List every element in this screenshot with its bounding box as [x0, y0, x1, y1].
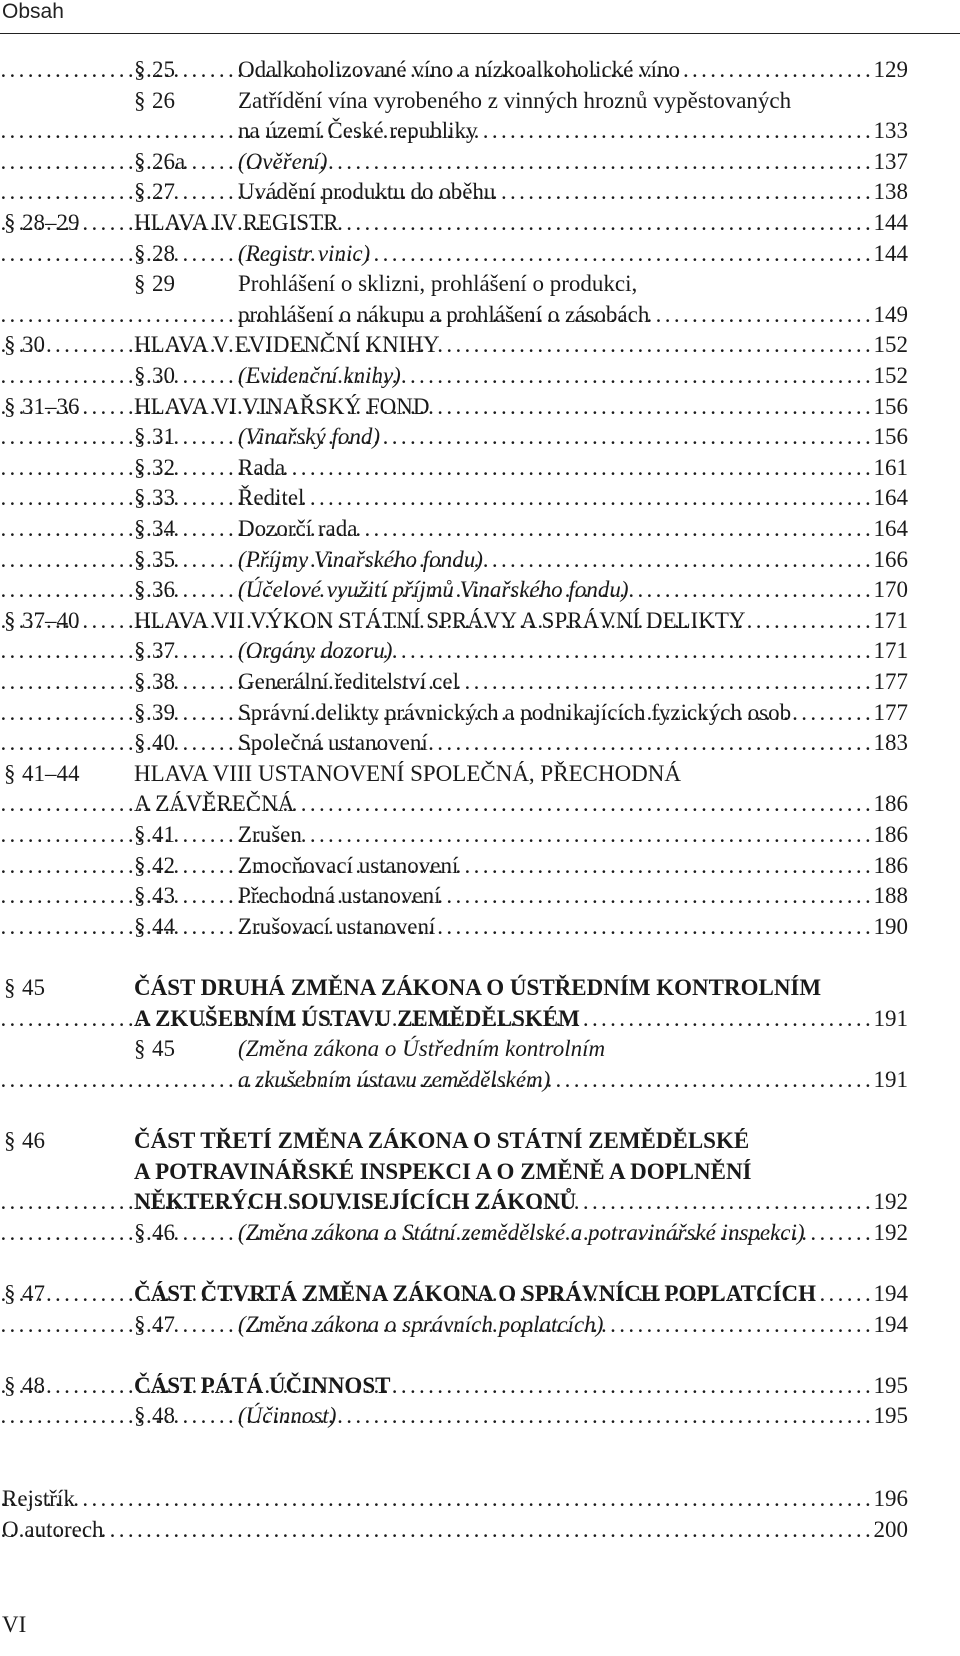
section-symbol: §	[134, 57, 146, 82]
entry-title: (Účinnost)	[238, 1403, 337, 1429]
toc-entry	[0, 1217, 960, 1249]
section-number: 36	[152, 577, 175, 603]
dot-leader	[259, 788, 908, 820]
entry-title: (Příjmy Vinařského fondu)	[238, 546, 483, 572]
leader-dots	[0, 1186, 874, 1218]
page-reference: 195	[873, 1403, 908, 1429]
dot-leader	[374, 513, 908, 545]
section-number: 34	[152, 516, 175, 541]
leader-dots	[0, 850, 874, 882]
section-number: 48	[22, 1372, 45, 1398]
dot-leader	[737, 54, 908, 86]
entry-title: Generální ředitelství cel	[238, 669, 459, 694]
section-number: 41–44	[22, 760, 80, 786]
toc-entry	[0, 758, 960, 790]
page-reference: 190	[873, 913, 908, 939]
leader-dots	[0, 1003, 874, 1035]
entry-title: A POTRAVINÁŘSKÉ INSPEKCI A O ZMĚNĚ A DOPLNĚNÍ	[134, 1158, 752, 1184]
page-reference: 144	[873, 240, 908, 266]
toc-entry	[0, 850, 960, 882]
entry-title: prohlášení o nákupu a prohlášení o zásobách	[238, 301, 650, 327]
section-number: 31	[152, 424, 175, 450]
entry-title: A ZKUŠEBNÍM ÚSTAVU ZEMĚDĚLSKÉM	[134, 1005, 580, 1031]
entry-title: Zmocňovací ustanovení	[238, 852, 459, 878]
page-reference: 166	[873, 546, 908, 572]
leader-dots	[0, 146, 874, 178]
section-symbol: §	[4, 1281, 16, 1306]
section-symbol: §	[4, 393, 16, 419]
entry-title: HLAVA VI VINAŘSKÝ FOND	[134, 393, 430, 419]
toc-entry	[0, 1514, 960, 1546]
toc-entry	[0, 1033, 960, 1065]
section-number: 30	[152, 363, 175, 388]
section-symbol: §	[4, 332, 16, 358]
section-symbol: §	[134, 87, 146, 113]
leader-dots	[0, 544, 874, 576]
toc-entry	[0, 391, 960, 423]
header-title: Obsah	[2, 0, 64, 23]
toc-entry	[0, 176, 960, 208]
page-reference: 171	[873, 638, 908, 664]
page-number: VI	[2, 1612, 27, 1637]
toc-entry	[0, 329, 960, 361]
section-number: 31–36	[22, 393, 80, 419]
entry-title: Dozorčí rada	[238, 516, 358, 541]
toc-entry	[0, 421, 960, 453]
toc-entry	[0, 727, 960, 759]
entry-title: Uvádění produktu do oběhu	[238, 179, 496, 205]
page-reference: 156	[873, 393, 908, 419]
toc-entry	[0, 115, 960, 147]
section-symbol: §	[134, 485, 146, 511]
leader-dots	[0, 605, 874, 637]
page-reference: 138	[873, 179, 908, 205]
toc-entry	[0, 1003, 960, 1035]
entry-title: (Evidenční knihy)	[238, 363, 401, 388]
section-symbol: §	[4, 1372, 16, 1398]
toc-entry	[0, 1156, 960, 1188]
section-number: 47	[22, 1281, 45, 1306]
toc-entry	[0, 1483, 960, 1515]
leader-dots	[0, 911, 874, 943]
section-number: 46	[22, 1128, 45, 1153]
leader-dots	[0, 666, 874, 698]
leader-dots	[0, 176, 874, 208]
page-header	[0, 0, 960, 34]
section-number: 28	[152, 240, 175, 266]
section-number: 27	[152, 179, 175, 205]
section-symbol: §	[134, 1219, 146, 1245]
section-number: 44	[152, 913, 175, 939]
entry-title: HLAVA VIII USTANOVENÍ SPOLEČNÁ, PŘECHODNÁ	[134, 760, 682, 786]
entry-title: Zrušovací ustanovení	[238, 913, 436, 939]
page-reference: 177	[873, 699, 908, 725]
dot-leader	[462, 880, 908, 912]
toc-entry	[0, 268, 960, 300]
page-reference: 183	[873, 730, 908, 756]
dot-leader	[341, 146, 908, 178]
section-number: 38	[152, 669, 175, 694]
section-number: 45	[22, 975, 45, 1000]
page-reference: 152	[873, 332, 908, 358]
section-number: 40	[152, 730, 175, 756]
section-symbol: §	[134, 638, 146, 664]
toc-entry	[0, 452, 960, 484]
entry-title: Prohlášení o sklizni, prohlášení o produkci,	[238, 271, 638, 297]
toc-entry	[0, 360, 960, 392]
entry-title: (Změna zákona o Státní zemědělské a potravinářské inspekci)	[238, 1219, 805, 1245]
dot-leader	[873, 697, 908, 729]
section-number: 35	[152, 546, 175, 572]
page-reference: 164	[873, 485, 908, 511]
section-symbol: §	[4, 975, 16, 1000]
page-reference: 156	[873, 424, 908, 450]
toc-entry	[0, 880, 960, 912]
entry-title: Správní delikty právnických a podnikajících fyzických osob	[238, 699, 792, 725]
section-number: 30	[22, 332, 45, 358]
leader-dots	[0, 482, 874, 514]
page-reference: 186	[873, 791, 908, 817]
page-reference: 192	[873, 1219, 908, 1245]
section-symbol: §	[134, 516, 146, 541]
dot-leader	[352, 1400, 908, 1432]
leader-dots	[0, 329, 874, 361]
section-number: 43	[152, 883, 175, 909]
entry-title: HLAVA IV REGISTR	[134, 210, 339, 235]
entry-title: Rada	[238, 454, 286, 480]
dot-leader	[347, 1370, 908, 1402]
section-number: 25	[152, 57, 175, 82]
section-symbol: §	[134, 271, 146, 297]
section-symbol: §	[4, 210, 16, 235]
dot-leader	[407, 238, 908, 270]
dot-leader	[655, 605, 908, 637]
dot-leader	[517, 544, 908, 576]
leader-dots	[0, 299, 874, 331]
section-symbol: §	[134, 179, 146, 205]
dot-leader	[94, 1483, 908, 1515]
entry-title: O autorech	[2, 1516, 104, 1542]
leader-dots	[0, 238, 874, 270]
toc-entry	[0, 299, 960, 331]
toc-entry	[0, 788, 960, 820]
dot-leader	[308, 819, 908, 851]
toc-entry	[0, 697, 960, 729]
dot-leader	[517, 666, 908, 698]
entry-title: A ZÁVĚREČNÁ	[134, 791, 295, 817]
leader-dots	[0, 513, 874, 545]
leader-dots	[0, 391, 874, 423]
leader-dots	[0, 207, 874, 239]
section-symbol: §	[134, 424, 146, 450]
page-reference: 186	[873, 822, 908, 847]
entry-title: (Změna zákona o správních poplatcích)	[238, 1311, 604, 1337]
section-number: 26a	[152, 148, 186, 174]
section-symbol: §	[134, 913, 146, 939]
dot-leader	[468, 1186, 908, 1218]
leader-dots	[0, 421, 874, 453]
section-symbol: §	[134, 730, 146, 756]
leader-dots	[0, 727, 874, 759]
dot-leader	[380, 391, 908, 423]
entry-title: NĚKTERÝCH SOUVISEJÍCÍCH ZÁKONŮ	[134, 1189, 577, 1215]
section-symbol: §	[134, 883, 146, 909]
leader-dots	[0, 1400, 874, 1432]
toc-entry	[0, 1125, 960, 1157]
toc-entry	[0, 1064, 960, 1096]
leader-dots	[0, 1064, 874, 1096]
leader-dots	[0, 1278, 874, 1310]
dot-leader	[715, 299, 908, 331]
dot-leader	[873, 1217, 908, 1249]
page-reference: 164	[873, 516, 908, 541]
table-of-contents	[0, 54, 960, 1614]
page-reference: 129	[873, 57, 908, 82]
leader-dots	[0, 788, 874, 820]
toc-entry	[0, 1278, 960, 1310]
toc-entry	[0, 666, 960, 698]
entry-title: ČÁST ČTVRTÁ ZMĚNA ZÁKONA O SPRÁVNÍCH POPLATCÍCH	[134, 1281, 817, 1306]
leader-dots	[0, 452, 874, 484]
section-symbol: §	[134, 148, 146, 174]
dot-leader	[693, 574, 908, 606]
leader-dots	[0, 819, 874, 851]
dot-leader	[451, 727, 908, 759]
section-symbol: §	[134, 699, 146, 725]
entry-title: Rejstřík	[2, 1486, 75, 1512]
toc-entry	[0, 54, 960, 86]
toc-entry	[0, 544, 960, 576]
section-number: 29	[152, 271, 175, 297]
leader-dots	[0, 1483, 874, 1515]
entry-title: (Ověření)	[238, 148, 328, 174]
section-symbol: §	[134, 1036, 146, 1062]
dot-leader	[517, 176, 908, 208]
toc-entry	[0, 605, 960, 637]
section-number: 47	[152, 1311, 175, 1337]
entry-title: HLAVA VII VÝKON STÁTNÍ SPRÁVY A SPRÁVNÍ DELIKTY	[134, 607, 746, 633]
section-number: 45	[152, 1036, 175, 1062]
section-symbol: §	[134, 454, 146, 480]
dot-leader	[666, 1278, 908, 1310]
page-reference: 192	[873, 1189, 908, 1215]
section-symbol: §	[4, 607, 16, 633]
page-reference: 177	[873, 669, 908, 694]
page-reference: 186	[873, 852, 908, 878]
section-number: 46	[152, 1219, 175, 1245]
dot-leader	[468, 1003, 908, 1035]
leader-dots	[0, 880, 874, 912]
dot-leader	[407, 421, 908, 453]
entry-title: Zrušen	[238, 822, 302, 847]
leader-dots	[0, 115, 874, 147]
section-number: 37	[152, 638, 175, 664]
entry-title: ČÁST DRUHÁ ZMĚNA ZÁKONA O ÚSTŘEDNÍM KONTROLNÍM	[134, 975, 822, 1000]
leader-dots	[0, 1217, 874, 1249]
entry-title: HLAVA V EVIDENČNÍ KNIHY	[134, 332, 440, 358]
entry-title: Přechodná ustanovení	[238, 883, 441, 909]
leader-dots	[0, 360, 874, 392]
toc-entry	[0, 1186, 960, 1218]
dot-leader	[407, 635, 908, 667]
section-number: 28–29	[22, 210, 80, 235]
section-number: 39	[152, 699, 175, 725]
page-reference: 171	[873, 607, 908, 633]
toc-entry	[0, 207, 960, 239]
leader-dots	[0, 635, 874, 667]
page-reference: 194	[873, 1281, 908, 1306]
section-symbol: §	[134, 240, 146, 266]
leader-dots	[0, 1309, 874, 1341]
page-reference: 170	[873, 577, 908, 603]
page-reference: 149	[873, 301, 908, 327]
section-symbol: §	[134, 546, 146, 572]
section-number: 48	[152, 1403, 175, 1429]
page-reference: 137	[873, 148, 908, 174]
dot-leader	[473, 850, 908, 882]
page-reference: 196	[873, 1486, 908, 1512]
toc-entry	[0, 482, 960, 514]
leader-dots	[0, 54, 874, 86]
entry-title: a zkušebním ústavu zemědělském)	[238, 1066, 551, 1092]
entry-title: Zatřídění vína vyrobeného z vinných hroznů vypěstovaných	[238, 87, 792, 113]
page-reference: 194	[873, 1311, 908, 1337]
leader-dots	[0, 1514, 874, 1546]
dot-leader	[314, 207, 908, 239]
dot-leader	[319, 482, 908, 514]
entry-title: na území České republiky	[238, 118, 478, 144]
toc-entry	[0, 238, 960, 270]
section-symbol: §	[4, 760, 16, 786]
entry-title: (Změna zákona o Ústředním kontrolním	[238, 1036, 606, 1062]
toc-entry	[0, 911, 960, 943]
entry-title: (Účelové využití příjmů Vinařského fondu)	[238, 577, 629, 603]
dot-leader	[462, 911, 908, 943]
section-number: 37–40	[22, 607, 80, 633]
toc-entry	[0, 146, 960, 178]
section-symbol: §	[134, 669, 146, 694]
toc-entry	[0, 1400, 960, 1432]
leader-dots	[0, 697, 874, 729]
section-symbol: §	[4, 1128, 16, 1153]
section-symbol: §	[134, 1403, 146, 1429]
toc-entry	[0, 819, 960, 851]
toc-entry	[0, 635, 960, 667]
page-reference: 195	[873, 1372, 908, 1398]
page-reference: 152	[873, 363, 908, 388]
section-number: 26	[152, 87, 175, 113]
entry-title: (Registr vinic)	[238, 240, 371, 266]
entry-title: Ředitel	[238, 485, 305, 511]
dot-leader	[649, 1309, 908, 1341]
section-symbol: §	[134, 577, 146, 603]
dot-leader	[583, 1064, 908, 1096]
toc-entry	[0, 1309, 960, 1341]
dot-leader	[391, 329, 908, 361]
section-symbol: §	[134, 822, 146, 847]
entry-title: Společná ustanovení	[238, 730, 428, 756]
section-number: 32	[152, 454, 175, 480]
section-symbol: §	[134, 363, 146, 388]
section-number: 42	[152, 852, 175, 878]
entry-title: ČÁST PÁTÁ ÚČINNOST	[134, 1372, 391, 1398]
toc-entry	[0, 85, 960, 117]
dot-leader	[116, 1514, 908, 1546]
leader-dots	[0, 1370, 874, 1402]
dot-leader	[429, 360, 908, 392]
page-reference: 161	[873, 454, 908, 480]
page-reference: 144	[873, 210, 908, 235]
dot-leader	[286, 452, 908, 484]
section-symbol: §	[134, 1311, 146, 1337]
page-reference: 191	[873, 1066, 908, 1092]
dot-leader	[506, 115, 908, 147]
section-number: 41	[152, 822, 175, 847]
toc-entry	[0, 972, 960, 1004]
toc-entry	[0, 1370, 960, 1402]
section-number: 33	[152, 485, 175, 511]
toc-entry	[0, 513, 960, 545]
section-symbol: §	[134, 852, 146, 878]
entry-title: Odalkoholizované víno a nízkoalkoholické víno	[238, 57, 680, 82]
page-reference: 191	[873, 1005, 908, 1031]
entry-title: (Orgány dozoru)	[238, 638, 393, 664]
entry-title: (Vinařský fond)	[238, 424, 381, 450]
toc-entry	[0, 574, 960, 606]
page-reference: 133	[873, 118, 908, 144]
page-reference: 200	[873, 1516, 908, 1542]
page-reference: 188	[873, 883, 908, 909]
entry-title: ČÁST TŘETÍ ZMĚNA ZÁKONA O STÁTNÍ ZEMĚDĚLSKÉ	[134, 1128, 750, 1153]
leader-dots	[0, 574, 874, 606]
